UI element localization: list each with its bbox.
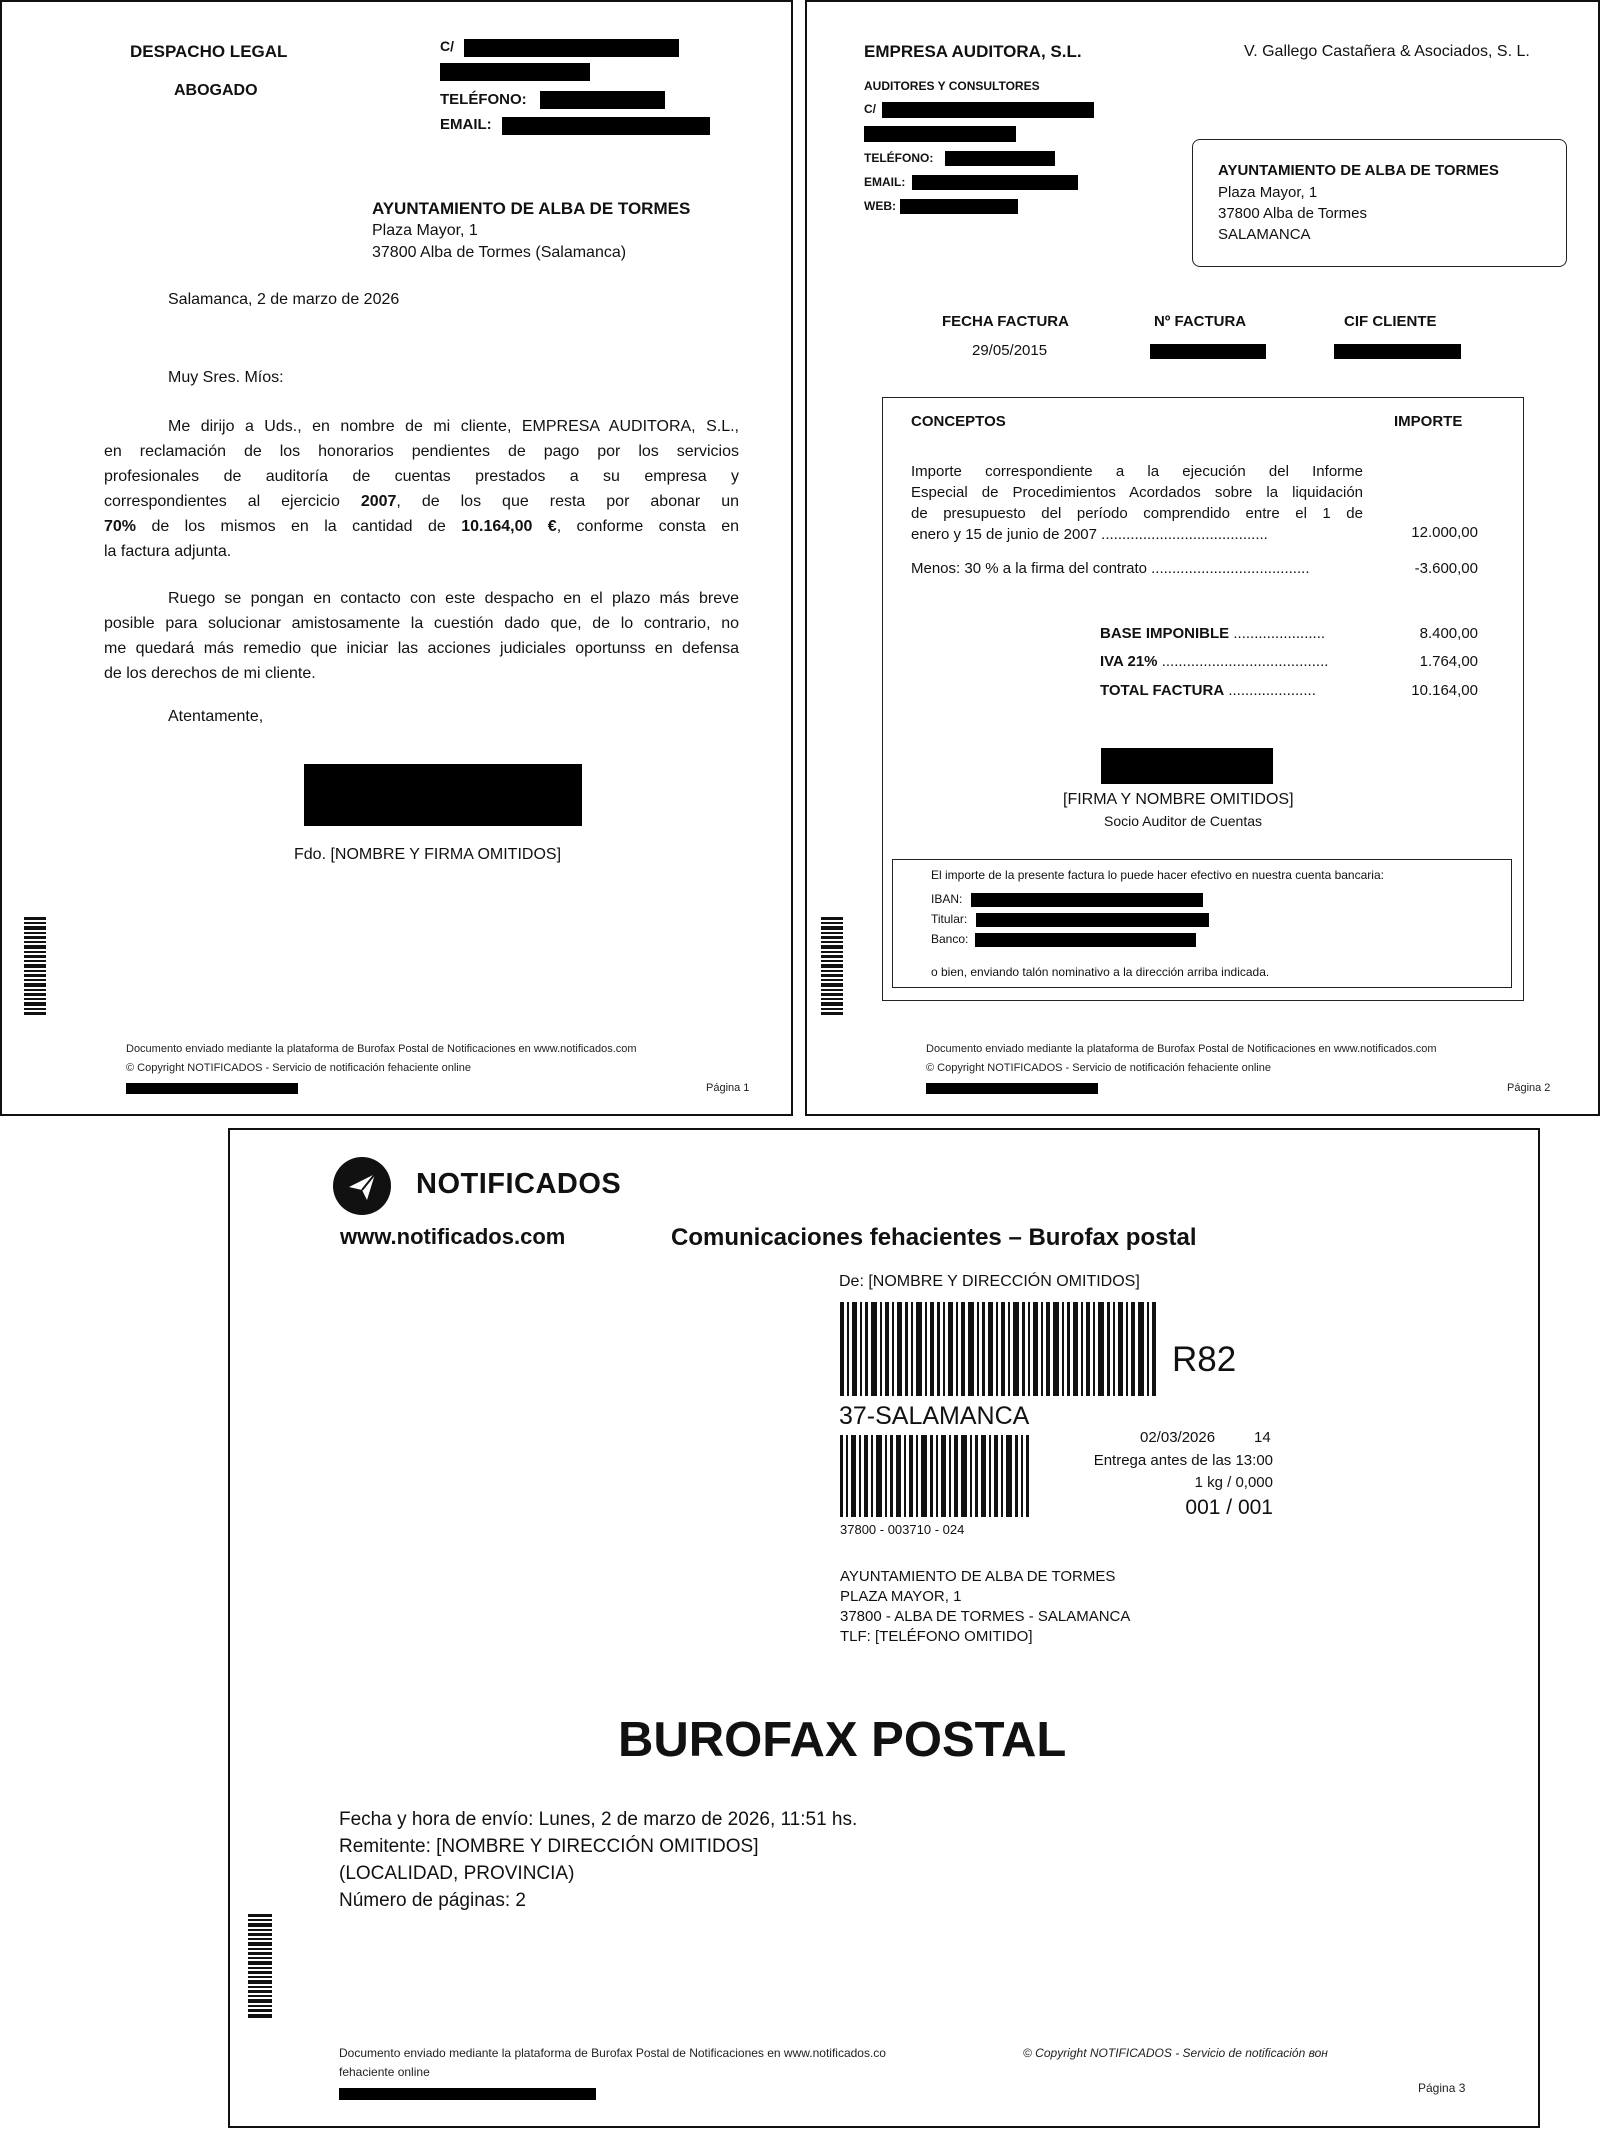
footer-copyright: © Copyright NOTIFICADOS - Servicio de notificación вон xyxy=(1023,2046,1328,2060)
address-label: C/ xyxy=(864,102,876,116)
invoice-page xyxy=(805,0,1600,1116)
invoice-date: 29/05/2015 xyxy=(972,342,1048,359)
footer-online: fehaciente online xyxy=(339,2065,430,2079)
address-label: C/ xyxy=(440,38,454,54)
total-row: TOTAL FACTURA ..................... xyxy=(1100,682,1316,699)
client-street: Plaza Mayor, 1 xyxy=(1218,184,1318,201)
brand-website: www.notificados.com xyxy=(340,1224,566,1249)
redacted-address xyxy=(464,39,679,57)
redacted-signature xyxy=(304,764,582,826)
client-cif-label: CIF CLIENTE xyxy=(1344,313,1437,330)
iva-row: IVA 21% ........................................ xyxy=(1100,653,1329,670)
side-barcode xyxy=(821,917,843,1015)
concept-description: Importe correspondiente a la ejecución del Informe Especial de Procedimientos Acordados sobre la liquidación de presupuesto del período comprendido entre el 1 de enero y 15 de junio de 2007 ........................................ xyxy=(911,463,1363,543)
body-paragraph-1: Me dirijo a Uds., en nombre de mi cliente, EMPRESA AUDITORA, S.L., en reclamación de los honorarios pendientes de pago por los servicios profesionales de auditoría de cuentas prestados a su empresa y correspondientes al ejercicio 2007, de los que resta por abonar un 70% de los mismos en la cantidad de 10.164,00 €, conforme consta en la factura adjunta. xyxy=(104,418,740,560)
burofax-title: BUROFAX POSTAL xyxy=(618,1713,1067,1767)
tracking-number: 37800 - 003710 - 024 xyxy=(840,1522,965,1537)
auditor-signature: [FIRMA Y NOMBRE OMITIDOS] xyxy=(1063,791,1294,808)
company-name: EMPRESA AUDITORA, S.L. xyxy=(864,42,1082,61)
office-title: DESPACHO LEGAL xyxy=(130,42,288,61)
auditor-role: Socio Auditor de Cuentas xyxy=(1104,813,1262,829)
client-province: SALAMANCA xyxy=(1218,226,1311,243)
shipment-details: Fecha y hora de envío: Lunes, 2 de marzo de 2026, 11:51 hs. Remitente: [NOMBRE Y DIRECCIÓN OMITIDOS] (LOCALIDAD, PROVINCIA) Número de páginas: 2 xyxy=(339,1809,858,1911)
paper-plane-icon xyxy=(333,1157,391,1215)
base-row: BASE IMPONIBLE ...................... xyxy=(1100,625,1326,642)
redacted-address-2 xyxy=(864,126,1016,142)
redacted-address xyxy=(882,102,1094,118)
headline: Comunicaciones fehacientes – Burofax postal xyxy=(671,1224,1197,1251)
addressee-block: AYUNTAMIENTO DE ALBA DE TORMES PLAZA MAYOR, 1 37800 - ALBA DE TORMES - SALAMANCA TLF: [TELÉFONO OMITIDO] xyxy=(840,1568,1131,1645)
phone-label: TELÉFONO: xyxy=(440,91,527,108)
redacted-invoice-number xyxy=(1150,344,1266,359)
email-label: EMAIL: xyxy=(864,175,906,189)
route-barcode xyxy=(840,1302,1160,1396)
recipient-street: Plaza Mayor, 1 xyxy=(372,222,478,239)
phone-label: TELÉFONO: xyxy=(864,151,934,165)
ship-date: 02/03/2026 xyxy=(1140,1429,1216,1446)
company-tagline: AUDITORES Y CONSULTORES xyxy=(864,79,1040,93)
bank-intro: El importe de la presente factura lo puede hacer efectivo en nuestra cuenta bancaria: xyxy=(931,868,1384,882)
ship-number: 14 xyxy=(1254,1429,1271,1446)
page-number: Página 3 xyxy=(1418,2081,1466,2095)
concept-amount: 12.000,00 xyxy=(1411,524,1478,541)
page-number: Página 1 xyxy=(706,1082,750,1094)
email-label: EMAIL: xyxy=(440,116,492,133)
weight: 1 kg / 0,000 xyxy=(1194,1474,1273,1491)
redacted-auditor-signature xyxy=(1101,748,1273,784)
tracking-barcode xyxy=(840,1435,1030,1517)
concepts-header: CONCEPTOS xyxy=(911,413,1006,430)
office-subtitle: ABOGADO xyxy=(174,82,258,99)
parcel-count: 001 / 001 xyxy=(1185,1496,1273,1519)
invoice-date-label: FECHA FACTURA xyxy=(942,313,1069,330)
route-code: R82 xyxy=(1172,1340,1237,1379)
redacted-client-cif xyxy=(1334,344,1461,359)
client-address-box xyxy=(1192,139,1567,267)
redacted-phone xyxy=(540,91,665,109)
footer-platform-note: Documento enviado mediante la plataforma de Burofax Postal de Notificaciones en www.notificados.com xyxy=(926,1043,1437,1055)
redacted-footer xyxy=(926,1083,1098,1094)
base-amount: 8.400,00 xyxy=(1419,625,1478,642)
office-code: 37-SALAMANCA xyxy=(839,1402,1030,1430)
invoice-number-label: Nº FACTURA xyxy=(1154,313,1247,330)
holder-label: Titular: xyxy=(931,912,968,926)
redacted-address-2 xyxy=(440,63,590,81)
redacted-web xyxy=(900,199,1018,214)
client-name: AYUNTAMIENTO DE ALBA DE TORMES xyxy=(1218,162,1499,179)
redacted-email xyxy=(502,117,710,135)
total-amount: 10.164,00 xyxy=(1411,682,1478,699)
firm-name: V. Gallego Castañera & Asociados, S. L. xyxy=(1244,43,1530,60)
redacted-holder xyxy=(976,913,1209,927)
footer-platform-note: Documento enviado mediante la plataforma de Burofax Postal de Notificaciones en www.notificados.com xyxy=(126,1043,637,1055)
redacted-bank xyxy=(975,933,1196,947)
recipient-city: 37800 Alba de Tormes (Salamanca) xyxy=(372,244,627,261)
closing: Atentamente, xyxy=(168,708,264,725)
bank-label: Banco: xyxy=(931,932,969,946)
iban-label: IBAN: xyxy=(931,892,963,906)
discount-amount: -3.600,00 xyxy=(1414,560,1478,577)
side-barcode xyxy=(248,1914,272,2020)
redacted-iban xyxy=(971,893,1203,907)
web-label: WEB: xyxy=(864,199,896,213)
iva-amount: 1.764,00 xyxy=(1419,653,1478,670)
letter-page xyxy=(0,0,793,1116)
page-number: Página 2 xyxy=(1507,1082,1551,1094)
side-barcode xyxy=(24,917,46,1015)
recipient-name: AYUNTAMIENTO DE ALBA DE TORMES xyxy=(372,199,691,218)
signature-line: Fdo. [NOMBRE Y FIRMA OMITIDOS] xyxy=(294,846,562,863)
client-city: 37800 Alba de Tormes xyxy=(1218,205,1367,222)
delivery-note: Entrega antes de las 13:00 xyxy=(1093,1452,1273,1469)
burofax-cover-page xyxy=(228,1128,1540,2128)
amount-header: IMPORTE xyxy=(1394,413,1463,430)
brand-name: NOTIFICADOS xyxy=(416,1168,622,1200)
footer-copyright: © Copyright NOTIFICADOS - Servicio de notificación fehaciente online xyxy=(126,1062,471,1074)
footer-platform-note: Documento enviado mediante la plataforma de Burofax Postal de Notificaciones en www.notificados.co xyxy=(339,2046,886,2060)
bank-alternative: o bien, enviando talón nominativo a la dirección arriba indicada. xyxy=(931,965,1270,979)
redacted-email xyxy=(912,175,1078,190)
redacted-phone xyxy=(945,151,1055,166)
sender-line: De: [NOMBRE Y DIRECCIÓN OMITIDOS] xyxy=(839,1273,1140,1290)
redacted-footer xyxy=(126,1083,298,1094)
redacted-footer xyxy=(339,2088,596,2100)
date-line: Salamanca, 2 de marzo de 2026 xyxy=(168,291,400,308)
footer-copyright: © Copyright NOTIFICADOS - Servicio de notificación fehaciente online xyxy=(926,1062,1271,1074)
body-paragraph-2: Ruego se pongan en contacto con este despacho en el plazo más breve posible para solucionar amistosamente la cuestión dado que, de lo contrario, no me quedará más remedio que iniciar las acciones judiciales oportunss en defensa de los derechos de mi cliente. xyxy=(104,590,739,682)
greeting: Muy Sres. Míos: xyxy=(168,369,284,386)
discount-line: Menos: 30 % a la firma del contrato ...................................... xyxy=(911,560,1310,577)
